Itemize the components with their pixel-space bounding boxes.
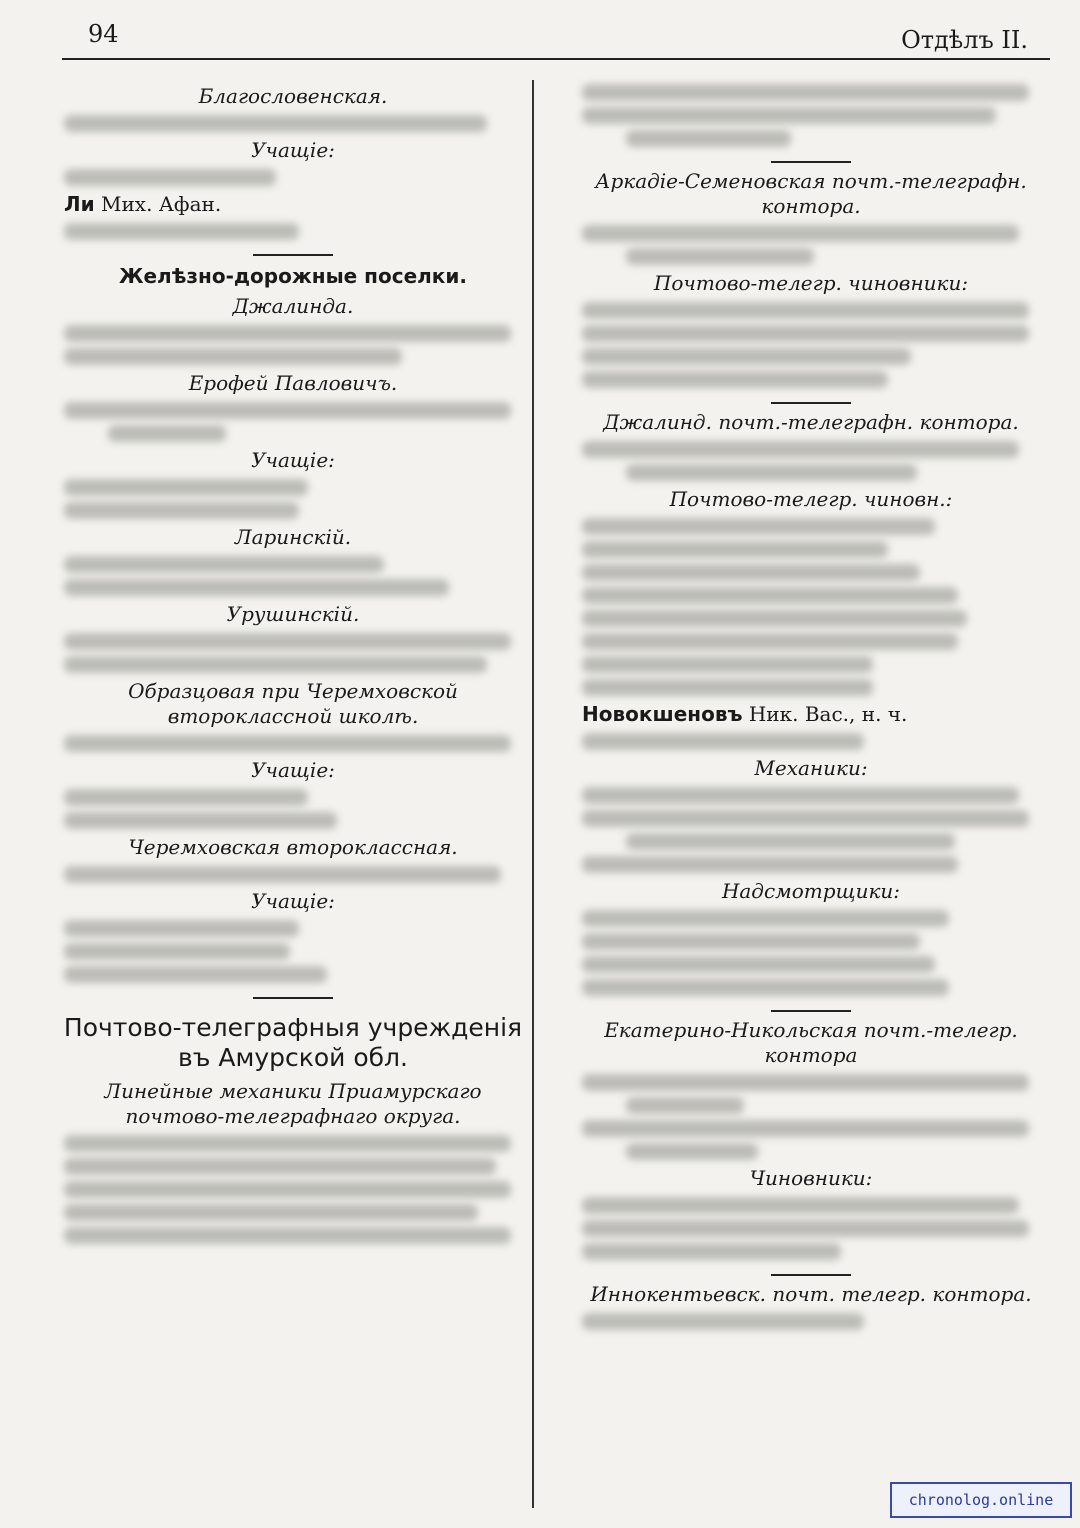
heading-cheremkhov: Черемховская второклассная.: [128, 835, 458, 859]
blurred-entry: [582, 587, 958, 604]
heading-line-mechanics: Линейные механики Приамурскаго почтово-телеграфнаго округа.: [104, 1079, 482, 1128]
section-rule: [771, 1010, 851, 1012]
entry-initials: Мих. Афан.: [100, 192, 222, 216]
section-rule: [771, 1274, 851, 1276]
blurred-entry: [582, 856, 958, 873]
blurred-entry: [582, 610, 967, 627]
blurred-entry: [582, 1220, 1029, 1237]
blurred-entry: [582, 84, 1029, 101]
column-divider: [532, 80, 534, 1508]
heading-ekaterino: Екатерино-Никольская почт.-телегр. контора: [604, 1018, 1018, 1067]
blurred-entry: [64, 633, 511, 650]
blurred-entry: [582, 810, 1029, 827]
heading-postal-officials: Почтово-телегр. чиновники:: [653, 271, 969, 295]
blurred-entry: [108, 425, 226, 442]
blurred-entry: [64, 348, 402, 365]
heading-teachers: Учащіе:: [251, 448, 335, 472]
blurred-entry: [582, 733, 864, 750]
blurred-entry: [626, 130, 791, 147]
blurred-entry: [64, 479, 308, 496]
entry-initials: Ник. Вас., н. ч.: [748, 702, 908, 726]
entry-surname: Новокшеновъ: [582, 702, 743, 726]
section-heading: Отдѣлъ II.: [901, 26, 1028, 54]
entry-surname: Ли: [64, 192, 95, 216]
blurred-entry: [64, 789, 308, 806]
heading-teachers: Учащіе:: [251, 758, 335, 782]
blurred-entry: [582, 1120, 1029, 1137]
heading-mechanics: Механики:: [754, 756, 868, 780]
blurred-entry: [582, 933, 920, 950]
blurred-entry: [64, 735, 511, 752]
heading-dzhalinda: Джалинда.: [232, 294, 354, 318]
blurred-entry: [582, 371, 888, 388]
blurred-entry: [64, 325, 511, 342]
blurred-entry: [626, 1097, 744, 1114]
blurred-entry: [64, 502, 299, 519]
blurred-entry: [64, 223, 299, 240]
blurred-entry: [64, 920, 299, 937]
blurred-entry: [64, 115, 487, 132]
blurred-entry: [64, 1158, 496, 1175]
section-rule: [253, 254, 333, 256]
entry-novokshenov: [576, 702, 1046, 727]
blurred-entry: [582, 225, 1019, 242]
blurred-entry: [64, 402, 511, 419]
blurred-entry: [64, 1227, 511, 1244]
blurred-entry: [582, 302, 1029, 319]
blurred-entry: [64, 943, 290, 960]
blurred-entry: [582, 441, 1019, 458]
blurred-entry: [582, 1313, 864, 1330]
blurred-entry: [582, 564, 920, 581]
blurred-entry: [582, 956, 935, 973]
heading-teachers: Учащіе:: [251, 138, 335, 162]
blurred-entry: [582, 633, 958, 650]
blurred-entry: [582, 348, 911, 365]
blurred-entry: [582, 1074, 1029, 1091]
blurred-entry: [626, 833, 955, 850]
blurred-entry: [582, 541, 888, 558]
blurred-entry: [64, 866, 501, 883]
page-number: 94: [88, 20, 119, 48]
section-rule: [253, 997, 333, 999]
section-rule: [771, 402, 851, 404]
blurred-entry: [582, 656, 873, 673]
blurred-entry: [626, 248, 814, 265]
heading-urushinsky: Урушинскій.: [226, 602, 360, 626]
heading-dzhalind-office: Джалинд. почт.-телеграфн. контора.: [603, 410, 1019, 434]
heading-supervisors: Надсмотрщики:: [721, 879, 901, 903]
blurred-entry: [582, 518, 935, 535]
blurred-entry: [64, 966, 327, 983]
heading-model-school: Образцовая при Черемховской второклассной школѣ.: [128, 679, 458, 728]
entry-li: [58, 192, 528, 217]
blurred-entry: [64, 812, 337, 829]
heading-larinsky: Ларинскій.: [234, 525, 352, 549]
blurred-entry: [626, 464, 917, 481]
blurred-entry: [64, 579, 449, 596]
blurred-entry: [582, 1243, 841, 1260]
watermark-label[interactable]: chronolog.online: [890, 1482, 1072, 1518]
heading-officials: Чиновники:: [749, 1166, 873, 1190]
heading-railway-settlements: Желѣзно-дорожные поселки.: [119, 264, 467, 288]
blurred-entry: [626, 1143, 758, 1160]
heading-arkadie: Аркадіе-Семеновская почт.-телеграфн. контора.: [595, 169, 1027, 218]
blurred-entry: [582, 325, 1029, 342]
blurred-entry: [64, 1135, 511, 1152]
blurred-entry: [582, 679, 873, 696]
section-rule: [771, 161, 851, 163]
heading-innokent: Иннокентьевск. почт. телегр. контора.: [590, 1282, 1032, 1306]
blurred-entry: [64, 1181, 511, 1198]
left-column: [58, 78, 528, 1250]
blurred-entry: [64, 656, 487, 673]
right-column: [576, 78, 1046, 1336]
blurred-entry: [64, 556, 384, 573]
blurred-entry: [582, 979, 949, 996]
heading-postal-officials: Почтово-телегр. чиновн.:: [669, 487, 953, 511]
blurred-entry: [582, 787, 1019, 804]
heading-blagoslovenskaya: Благословенская.: [198, 84, 388, 108]
heading-erofei: Ерофей Павловичъ.: [188, 371, 398, 395]
heading-teachers: Учащіе:: [251, 889, 335, 913]
page-header: [62, 18, 1050, 60]
blurred-entry: [64, 169, 276, 186]
blurred-entry: [582, 107, 996, 124]
blurred-entry: [64, 1204, 478, 1221]
heading-postal-institutions: Почтово-телеграфныя учрежденія въ Амурской обл.: [63, 1013, 523, 1072]
blurred-entry: [582, 1197, 1019, 1214]
blurred-entry: [582, 910, 949, 927]
